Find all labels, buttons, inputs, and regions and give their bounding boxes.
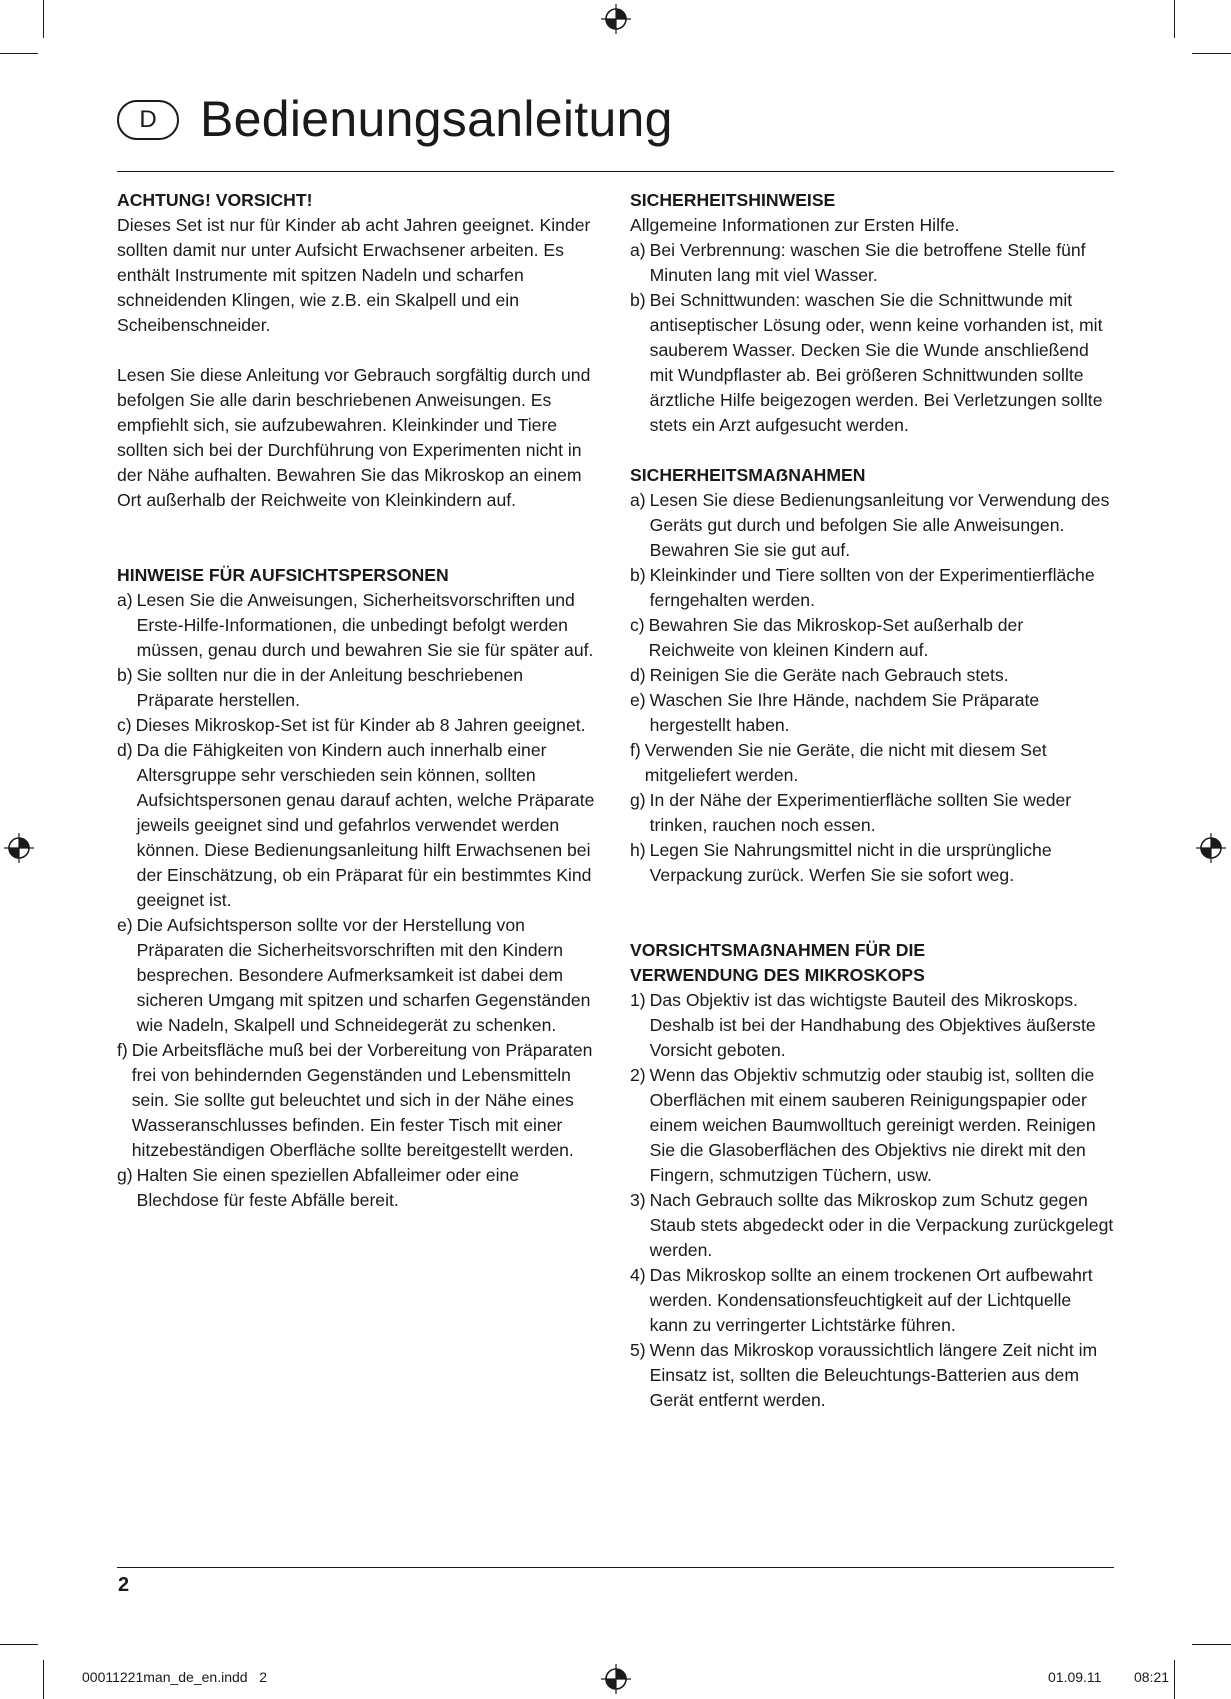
list-item — [630, 563, 1114, 613]
list-marker: h) — [630, 840, 646, 860]
precautions-heading: VERWENDUNG DES MIKROSKOPS — [630, 965, 925, 985]
list-item — [630, 488, 1114, 563]
list-item — [630, 238, 1114, 288]
crop-mark — [43, 0, 44, 38]
list-item — [117, 1163, 602, 1213]
list-item-text: Bei Verbrennung: waschen Sie die betroffene Stelle fünf Minuten lang mit viel Wasser. — [649, 240, 1086, 285]
list-item — [117, 738, 602, 913]
list-marker: f) — [630, 740, 641, 760]
spacer — [630, 438, 1114, 463]
safety-heading: SICHERHEITSHINWEISE — [630, 190, 836, 210]
crop-mark — [1192, 1644, 1231, 1645]
list-item-text: Nach Gebrauch sollte das Mikroskop zum Schutz gegen Staub stets abgedeckt oder in die Verpackung zurückgelegt werden. — [649, 1190, 1114, 1260]
list-item — [630, 988, 1114, 1063]
list-marker: c) — [117, 715, 132, 735]
list-marker: g) — [117, 1165, 133, 1185]
footer-divider — [117, 1567, 1114, 1568]
slug-time: 08:21 — [1134, 1669, 1170, 1685]
crop-mark — [1174, 1660, 1175, 1699]
list-item-text: Reinigen Sie die Geräte nach Gebrauch stets. — [649, 665, 1009, 685]
list-marker: b) — [117, 665, 133, 685]
measures-heading: SICHERHEITSMAẞNAHMEN — [630, 465, 866, 485]
spacer — [630, 888, 1114, 938]
list-item-text: Lesen Sie die Anweisungen, Sicherheitsvorschriften und Erste-Hilfe-Informationen, die unbedingt befolgt werden müssen, genau durch und bewahren Sie sie für später auf. — [136, 590, 594, 660]
right-column — [630, 188, 1114, 1413]
list-item-text: Kleinkinder und Tiere sollten von der Experimentierfläche ferngehalten werden. — [649, 565, 1095, 610]
list-marker: 5) — [630, 1340, 646, 1360]
list-item-text: Waschen Sie Ihre Hände, nachdem Sie Präparate hergestellt haben. — [649, 690, 1040, 735]
list-item-text: Wenn das Mikroskop voraussichtlich längere Zeit nicht im Einsatz ist, sollten die Beleuchtungs-Batterien aus dem Gerät entfernt werden. — [649, 1340, 1098, 1410]
list-marker: c) — [630, 615, 645, 635]
list-item-text: In der Nähe der Experimentierfläche sollten Sie weder trinken, rauchen noch essen. — [649, 790, 1072, 835]
list-item-text: Die Arbeitsfläche muß bei der Vorbereitung von Präparaten frei von behindernden Gegenständen und Lebensmitteln sein. Sie sollte gut beleuchtet und sich in der Nähe eines Wasseranschlusses befinden. Ein fester Tisch mit einer hitzebeständigen Oberfläche sollte bereitgestellt werden. — [131, 1040, 593, 1160]
safety-intro: Allgemeine Informationen zur Ersten Hilfe. — [630, 215, 960, 235]
spacer — [117, 513, 602, 563]
list-item — [630, 1338, 1114, 1413]
spacer — [117, 338, 602, 363]
list-item — [630, 663, 1114, 688]
list-item-text: Lesen Sie diese Bedienungsanleitung vor Verwendung des Geräts gut durch und befolgen Sie alle Anweisungen. Bewahren Sie sie gut auf. — [649, 490, 1110, 560]
language-badge: D — [117, 100, 179, 140]
page-number: 2 — [118, 1574, 130, 1596]
list-marker: a) — [117, 590, 133, 610]
list-item — [630, 1063, 1114, 1188]
list-item — [117, 913, 602, 1038]
list-item-text: Sie sollten nur die in der Anleitung beschriebenen Präparate herstellen. — [136, 665, 524, 710]
left-column — [117, 188, 602, 1213]
list-marker: 4) — [630, 1265, 646, 1285]
list-item — [630, 288, 1114, 438]
list-item-text: Da die Fähigkeiten von Kindern auch innerhalb einer Altersgruppe sehr verschieden sein können, sollten Aufsichtspersonen genau darauf achten, welche Präparate jeweils geeignet sind und gefahrlos verwendet werden können. Diese Bedienungsanleitung hilft Erwachsenen bei der Einschätzung, ob ein Präparat für ein bestimmtes Kind geeignet ist. — [136, 740, 595, 910]
list-marker: f) — [117, 1040, 128, 1060]
precautions-heading: VORSICHTSMAẞNAHMEN FÜR DIE — [630, 940, 926, 960]
header-divider — [117, 171, 1114, 172]
list-item-text: Bewahren Sie das Mikroskop-Set außerhalb der Reichweite von kleinen Kindern auf. — [648, 615, 1024, 660]
list-marker: e) — [630, 690, 646, 710]
registration-mark-icon — [1196, 833, 1226, 863]
registration-mark-icon — [4, 833, 34, 863]
supervisor-list — [117, 588, 602, 1213]
registration-mark-icon — [601, 4, 631, 34]
list-item — [117, 663, 602, 713]
safety-list — [630, 238, 1114, 438]
crop-mark — [43, 1660, 44, 1699]
list-item-text: Dieses Mikroskop-Set ist für Kinder ab 8 Jahren geeignet. — [135, 715, 586, 735]
list-marker: a) — [630, 240, 646, 260]
list-item-text: Das Objektiv ist das wichtigste Bauteil des Mikroskops. Deshalb ist bei der Handhabung des Objektives äußerste Vorsicht geboten. — [649, 990, 1096, 1060]
list-marker: d) — [630, 665, 646, 685]
list-item — [630, 688, 1114, 738]
list-item — [117, 713, 602, 738]
list-item-text: Verwenden Sie nie Geräte, die nicht mit diesem Set mitgeliefert werden. — [644, 740, 1047, 785]
crop-mark — [0, 53, 38, 54]
supervisor-heading: HINWEISE FÜR AUFSICHTSPERSONEN — [117, 565, 449, 585]
list-marker: 2) — [630, 1065, 646, 1085]
list-item — [630, 613, 1114, 663]
list-marker: 3) — [630, 1190, 646, 1210]
list-item-text: Bei Schnittwunden: waschen Sie die Schnittwunde mit antiseptischer Lösung oder, wenn keine vorhanden ist, mit sauberem Wasser. Decken Sie die Wunde anschließend mit Wundpflaster ab. Bei größeren Schnittwunden sollte ärztliche Hilfe beigezogen werden. Bei Verletzungen sollte stets ein Arzt aufgesucht werden. — [649, 290, 1103, 435]
list-item-text: Die Aufsichtsperson sollte vor der Herstellung von Präparaten die Sicherheitsvorschriften mit den Kindern besprechen. Besondere Aufmerksamkeit ist dabei dem sicheren Umgang mit spitzen und scharfen Gegenständen wie Nadeln, Skalpell und Schneidegerät zu schenken. — [136, 915, 591, 1035]
precautions-list — [630, 988, 1114, 1413]
crop-mark — [1174, 0, 1175, 38]
page-header — [117, 88, 1114, 172]
slug-file-name: 00011221man_de_en.indd 2 — [82, 1669, 268, 1685]
list-marker: d) — [117, 740, 133, 760]
list-marker: b) — [630, 565, 646, 585]
crop-mark — [1192, 53, 1231, 54]
list-marker: e) — [117, 915, 133, 935]
page-title: Bedienungsanleitung — [200, 91, 673, 147]
warning-paragraph: Dieses Set ist nur für Kinder ab acht Jahren geeignet. Kinder sollten damit nur unter Aufsicht Erwachsener arbeiten. Es enthält Instrumente mit spitzen Nadeln und scharfen schneidenden Klingen, wie z.B. ein Skalpell und ein Scheibenschneider. — [117, 215, 591, 335]
list-item — [117, 588, 602, 663]
list-item — [630, 1188, 1114, 1263]
list-marker: g) — [630, 790, 646, 810]
list-item — [630, 738, 1114, 788]
measures-list — [630, 488, 1114, 888]
warning-paragraph: Lesen Sie diese Anleitung vor Gebrauch sorgfältig durch und befolgen Sie alle darin beschriebenen Anweisungen. Es empfiehlt sich, sie aufzubewahren. Kleinkinder und Tiere sollten sich bei der Durchführung von Experimenten nicht in der Nähe aufhalten. Bewahren Sie das Mikroskop an einem Ort außerhalb der Reichweite von Kleinkindern auf. — [117, 365, 591, 510]
list-marker: a) — [630, 490, 646, 510]
list-marker: 1) — [630, 990, 646, 1010]
slug-date: 01.09.11 — [1048, 1669, 1102, 1685]
list-item — [117, 1038, 602, 1163]
list-item-text: Legen Sie Nahrungsmittel nicht in die ursprüngliche Verpackung zurück. Werfen Sie sie sofort weg. — [649, 840, 1052, 885]
list-item-text: Wenn das Objektiv schmutzig oder staubig ist, sollten die Oberflächen mit einem sauberen Reinigungspapier oder einem weichen Baumwolltuch gereinigt werden. Reinigen Sie die Glasoberflächen des Objektivs nie direkt mit den Fingern, schmutzigen Tüchern, usw. — [649, 1065, 1096, 1185]
warning-heading: ACHTUNG! VORSICHT! — [117, 190, 313, 210]
list-item-text: Halten Sie einen speziellen Abfalleimer oder eine Blechdose für feste Abfälle bereit. — [136, 1165, 520, 1210]
crop-mark — [0, 1644, 38, 1645]
list-marker: b) — [630, 290, 646, 310]
list-item-text: Das Mikroskop sollte an einem trockenen Ort aufbewahrt werden. Kondensationsfeuchtigkeit auf der Lichtquelle kann zu verringerter Lichtstärke führen. — [649, 1265, 1093, 1335]
list-item — [630, 788, 1114, 838]
registration-mark-icon — [601, 1664, 631, 1694]
list-item — [630, 1263, 1114, 1338]
list-item — [630, 838, 1114, 888]
